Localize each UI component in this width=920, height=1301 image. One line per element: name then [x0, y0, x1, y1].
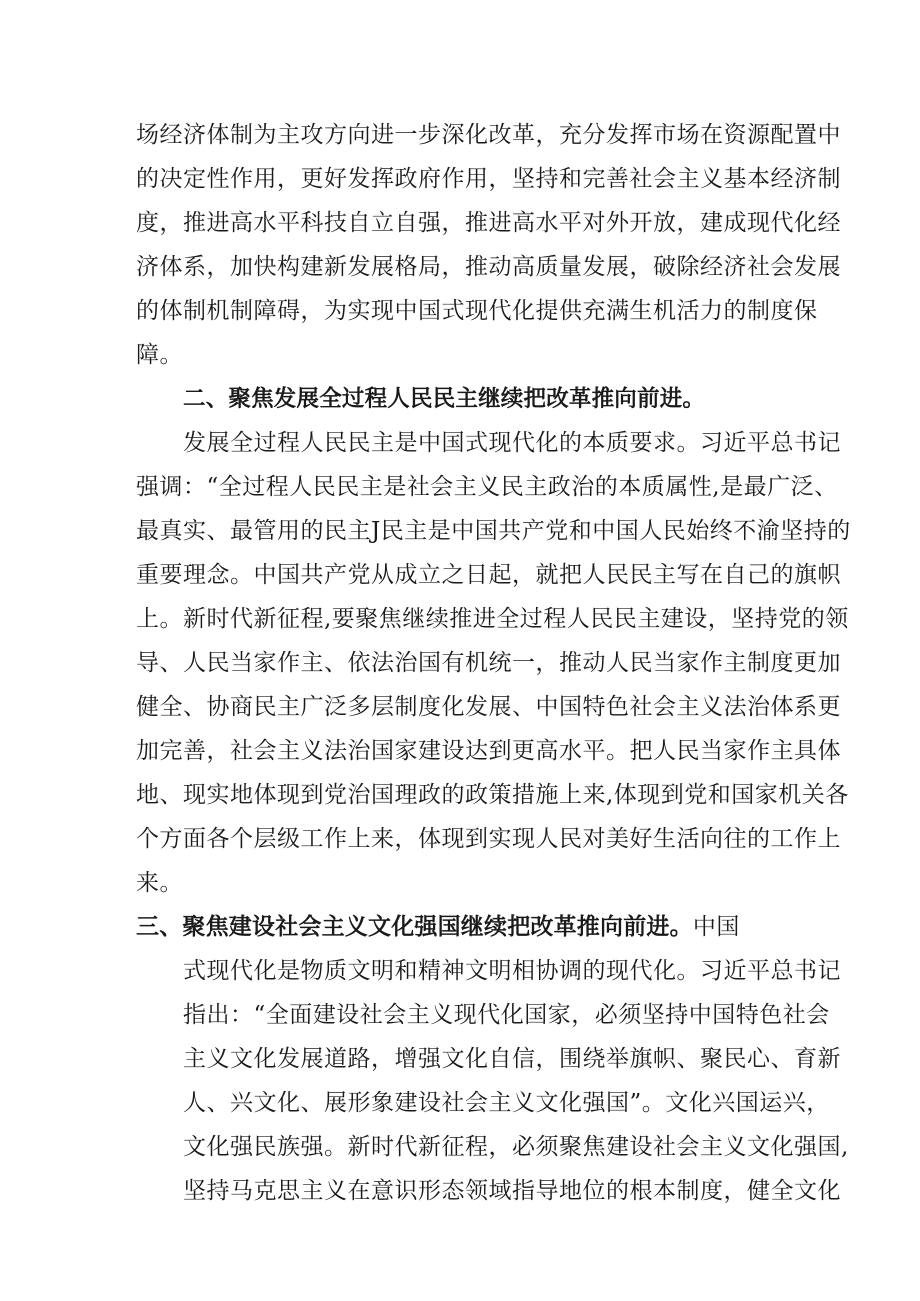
para2-line-11: 来。 [136, 870, 183, 896]
section-heading-3: 三、聚焦建设社会主义文化强国继续把改革推向前进。 [136, 914, 693, 940]
para1-line-3: 度，推进高水平科技自立自强，推进高水平对外开放，建成现代化经 [136, 210, 841, 236]
para3-line-3: 主义文化发展道路，增强文化自信，围绕举旗帜、聚民心、育新 [183, 1046, 841, 1072]
para1-line-5: 的体制机制障碍，为实现中国式现代化提供充满生机活力的制度保 [136, 298, 818, 324]
para3-line-5: 文化强民族强。新时代新征程，必须聚焦建设社会主义文化强国, [183, 1134, 849, 1160]
para2-line-10: 个方面各个层级工作上来，体现到实现人民对美好生活向往的工作上 [136, 826, 841, 852]
para3-line-4: 人、兴文化、展形象建设社会主义文化强国”。文化兴国运兴， [183, 1090, 830, 1116]
para2-line-2: 强调：“全过程人民民主是社会主义民主政治的本质属性,是最广泛、 [136, 474, 838, 500]
para1-line-2: 的决定性作用，更好发挥政府作用，坚持和完善社会主义基本经济制 [136, 166, 841, 192]
para3-line-2: 指出：“全面建设社会主义现代化国家，必须坚持中国特色社会 [183, 1002, 830, 1028]
para1-line-6: 障。 [136, 342, 183, 368]
section-heading-3-line [136, 912, 740, 942]
para3-line-1: 式现代化是物质文明和精神文明相协调的现代化。习近平总书记 [183, 958, 841, 984]
heading-3-tail-text: 中国 [692, 914, 740, 940]
para2-line-3: 最真实、最管用的民主J民主是中国共产党和中国人民始终不渝坚持的 [136, 518, 851, 544]
para2-line-7: 健全、协商民主广泛多层制度化发展、中国特色社会主义法治体系更 [136, 694, 841, 720]
section-heading-2: 二、聚焦发展全过程人民民主继续把改革推向前进。 [183, 386, 706, 412]
para1-line-4: 济体系，加快构建新发展格局，推动高质量发展，破除经济社会发展 [136, 254, 841, 280]
para2-line-5: 上。新时代新征程,要聚焦继续推进全过程人民民主建设，坚持党的领 [136, 606, 849, 632]
para2-line-8: 加完善，社会主义法治国家建设达到更高水平。把人民当家作主具体 [136, 738, 841, 764]
para2-line-9: 地、现实地体现到党治国理政的政策措施上来,体现到党和国家机关各 [136, 782, 849, 808]
para2-line-6: 导、人民当家作主、依法治国有机统一，推动人民当家作主制度更加 [136, 650, 841, 676]
para1-line-1: 场经济体制为主攻方向进一步深化改革，充分发挥市场在资源配置中 [136, 122, 841, 148]
para2-line-1: 发展全过程人民民主是中国式现代化的本质要求。习近平总书记 [183, 430, 841, 456]
para2-line-4: 重要理念。中国共产党从成立之日起，就把人民民主写在自己的旗帜 [136, 562, 841, 588]
para3-line-6: 坚持马克思主义在意识形态领域指导地位的根本制度，健全文化 [183, 1178, 841, 1204]
